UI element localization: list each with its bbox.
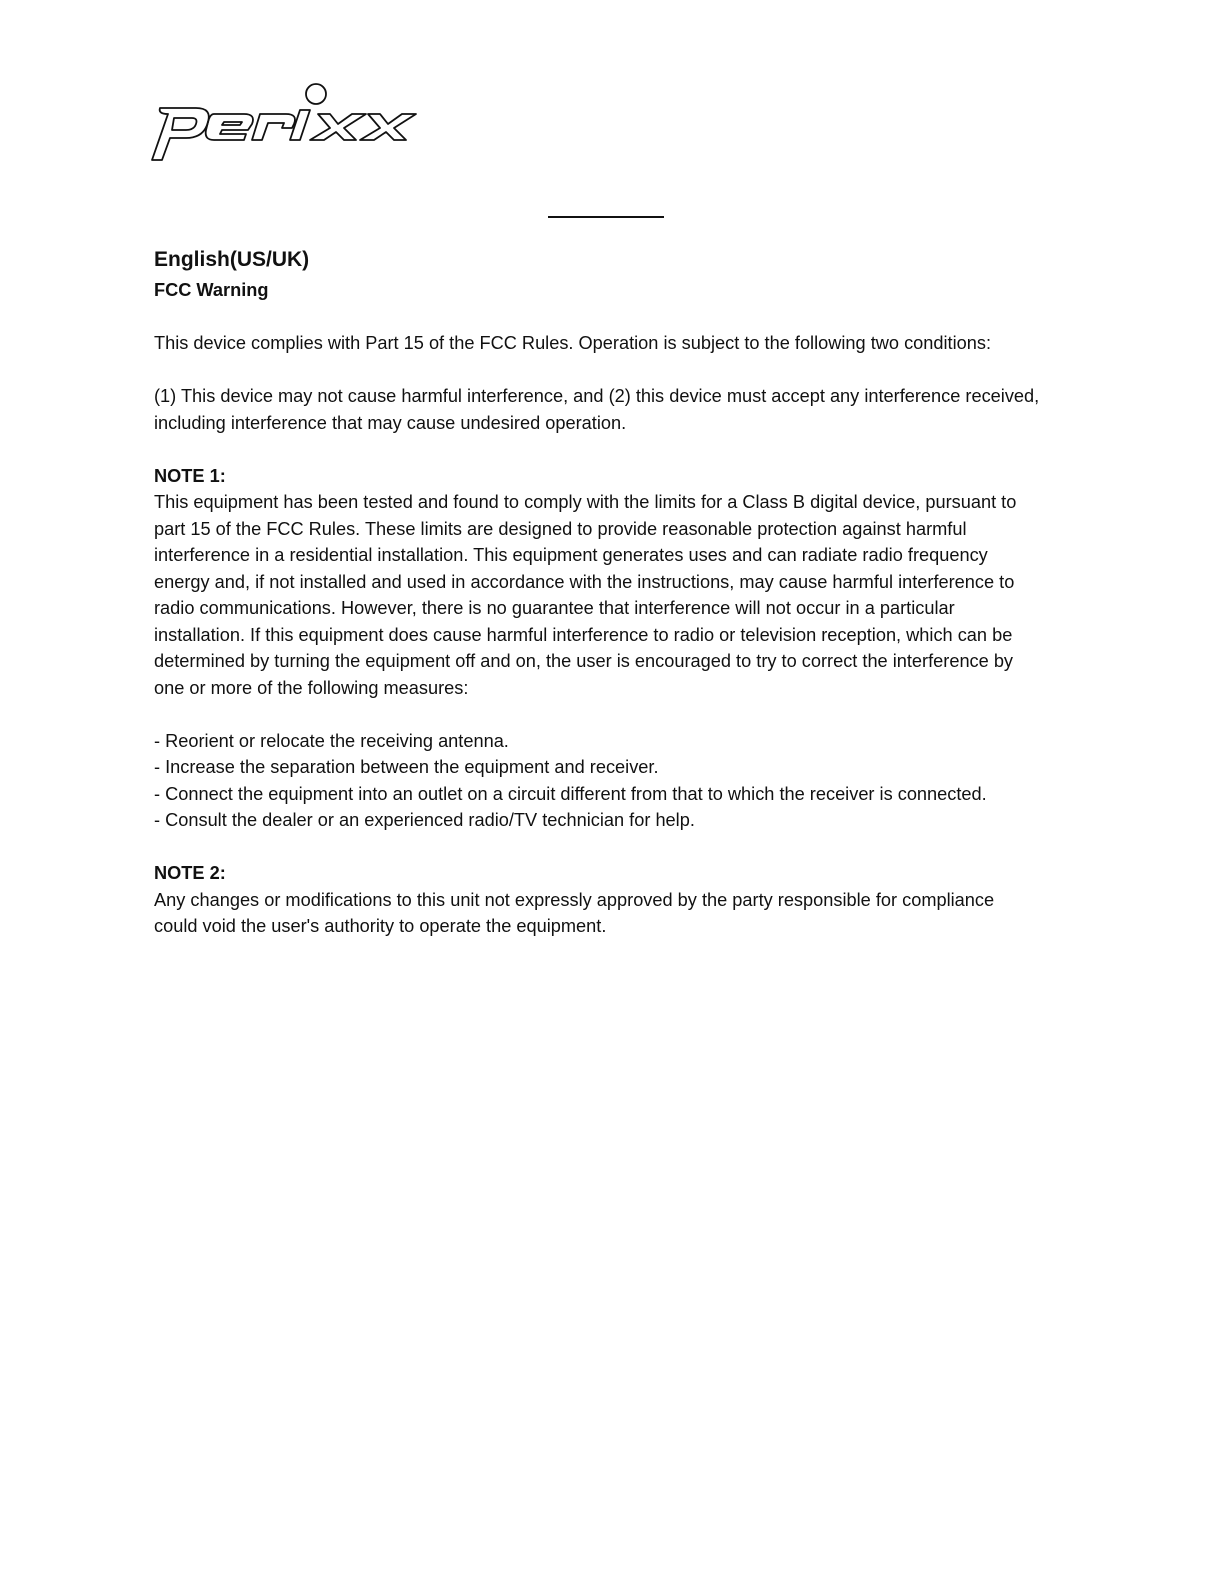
conditions-line-1: (1) This device may not cause harmful interference, and (2) this device must accept any interference received, <box>154 386 1040 406</box>
fcc-warning-heading: FCC Warning <box>154 280 269 300</box>
note-1-heading: NOTE 1: <box>154 465 226 486</box>
note-1-line: This equipment has been tested and found to comply with the limits for a Class B digital device, pursuant to <box>154 492 1017 512</box>
note-1-line: determined by turning the equipment off and on, the user is encouraged to try to correct the interference by <box>154 651 1014 671</box>
note-2-line: Any changes or modifications to this unit not expressly approved by the party responsible for compliance <box>154 889 995 910</box>
conditions-line-2: including interference that may cause undesired operation. <box>154 412 627 433</box>
note-1-line: interference in a residential installation. This equipment generates uses and can radiate radio frequency <box>154 545 988 565</box>
header-rule <box>548 216 664 218</box>
fcc-intro-text: This device complies with Part 15 of the FCC Rules. Operation is subject to the following two conditions: <box>154 333 992 353</box>
note-2-line: could void the user's authority to operate the equipment. <box>154 916 607 936</box>
measures-list <box>154 728 1084 834</box>
note-1-line: energy and, if not installed and used in accordance with the instructions, may cause harmful interference to <box>154 571 1015 592</box>
note-1-line: radio communications. However, there is no guarantee that interference will not occur in a particular <box>154 598 955 618</box>
note-2-heading: NOTE 2: <box>154 863 226 883</box>
language-heading: English(US/UK) <box>154 248 310 271</box>
measure-item: - Connect the equipment into an outlet on a circuit different from that to which the receiver is connected. <box>154 783 987 804</box>
note-1-line: one or more of the following measures: <box>154 677 469 698</box>
measure-item: - Increase the separation between the equipment and receiver. <box>154 757 659 777</box>
perixx-logo <box>148 80 428 166</box>
document-body <box>154 243 1084 940</box>
measure-item: - Consult the dealer or an experienced radio/TV technician for help. <box>154 810 695 830</box>
note-1-line: installation. If this equipment does cause harmful interference to radio or television reception, which can be <box>154 624 1013 645</box>
measure-item: - Reorient or relocate the receiving antenna. <box>154 730 509 751</box>
note-1-line: part 15 of the FCC Rules. These limits are designed to provide reasonable protection against harmful <box>154 518 967 539</box>
